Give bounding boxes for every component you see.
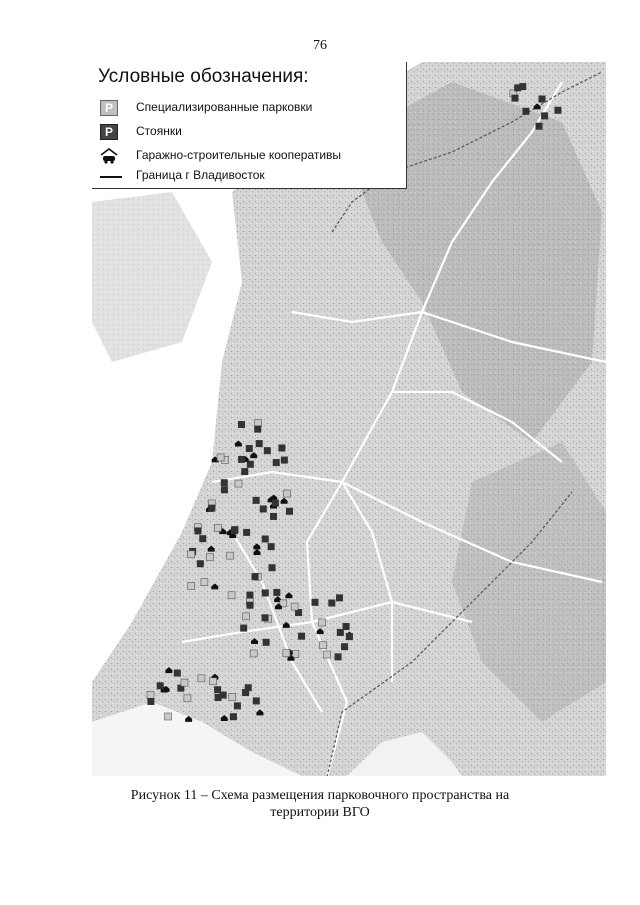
parking-lot-marker	[335, 653, 342, 660]
parking-lot-marker	[234, 702, 241, 709]
map-legend	[92, 62, 407, 189]
specialized-parking-marker	[188, 551, 195, 558]
specialized-parking-marker	[217, 454, 224, 461]
parking-lot-marker	[541, 112, 548, 119]
legend-item-garage-coop	[100, 146, 400, 166]
parking-lot-marker	[298, 633, 305, 640]
legend-item-boundary	[100, 166, 400, 186]
specialized-parking-icon: P	[100, 100, 118, 116]
specialized-parking-marker	[210, 678, 217, 685]
legend-label: Гаражно-строительные кооперативы	[136, 148, 342, 162]
specialized-parking-marker	[181, 679, 188, 686]
parking-lot-marker	[221, 479, 228, 486]
specialized-parking-marker	[184, 695, 191, 702]
parking-lot-marker	[240, 625, 247, 632]
parking-lot-marker	[268, 543, 275, 550]
parking-lot-marker	[231, 527, 238, 534]
legend-item-parking-lot	[100, 122, 400, 142]
legend-item-specialized-parking	[100, 98, 400, 118]
parking-lot-marker	[262, 589, 269, 596]
caption-line-1: Рисунок 11 – Схема размещения парковочного пространства на	[130, 788, 510, 803]
specialized-parking-marker	[201, 579, 208, 586]
parking-lot-marker	[272, 500, 279, 507]
specialized-parking-marker	[291, 603, 298, 610]
boundary-line-icon	[100, 176, 122, 178]
parking-lot-marker	[174, 670, 181, 677]
specialized-parking-marker	[228, 592, 235, 599]
specialized-parking-marker	[283, 490, 290, 497]
parking-lot-marker	[246, 445, 253, 452]
parking-lot-marker	[554, 107, 561, 114]
specialized-parking-marker	[188, 583, 195, 590]
specialized-parking-marker	[206, 553, 213, 560]
parking-lot-marker	[264, 447, 271, 454]
parking-lot-marker	[514, 84, 521, 91]
parking-lot-marker	[337, 629, 344, 636]
legend-label: Стоянки	[136, 124, 182, 138]
parking-lot-marker	[260, 505, 267, 512]
parking-lot-marker	[270, 513, 277, 520]
parking-lot-marker	[245, 684, 252, 691]
legend-title: Условные обозначения:	[98, 66, 309, 87]
legend-label: Специализированные парковки	[136, 100, 313, 114]
specialized-parking-marker	[235, 480, 242, 487]
specialized-parking-marker	[283, 650, 290, 657]
specialized-parking-marker	[292, 650, 299, 657]
parking-lot-marker	[341, 643, 348, 650]
parking-lot-marker	[536, 123, 543, 130]
specialized-parking-marker	[227, 552, 234, 559]
parking-lot-marker	[197, 560, 204, 567]
parking-lot-marker	[262, 614, 269, 621]
specialized-parking-marker	[165, 713, 172, 720]
parking-lot-marker	[273, 589, 280, 596]
parking-lot-marker	[346, 633, 353, 640]
specialized-parking-marker	[147, 691, 154, 698]
parking-lot-marker	[252, 573, 259, 580]
figure-caption	[0, 787, 640, 821]
parking-lot-marker	[246, 592, 253, 599]
parking-lot-marker	[286, 508, 293, 515]
parking-lot-marker	[269, 564, 276, 571]
parking-lot-marker	[311, 599, 318, 606]
parking-lot-marker	[278, 444, 285, 451]
garage-coop-icon	[100, 148, 118, 164]
specialized-parking-marker	[198, 675, 205, 682]
upland-area	[92, 192, 212, 362]
parking-lot-marker	[263, 639, 270, 646]
parking-lot-marker	[147, 698, 154, 705]
parking-lot-marker	[253, 497, 260, 504]
parking-lot-marker	[336, 594, 343, 601]
parking-lot-marker	[199, 535, 206, 542]
parking-lot-marker	[238, 421, 245, 428]
parking-lot-marker	[328, 599, 335, 606]
legend-label: Граница г Владивосток	[136, 168, 265, 182]
parking-lot-marker	[281, 457, 288, 464]
specialized-parking-marker	[229, 693, 236, 700]
parking-lot-marker	[220, 692, 227, 699]
parking-lot-marker	[539, 96, 546, 103]
caption-line-2: территории ВГО	[270, 805, 370, 820]
parking-lot-marker	[238, 456, 245, 463]
specialized-parking-marker	[250, 650, 257, 657]
parking-lot-marker	[511, 95, 518, 102]
parking-lot-marker	[230, 713, 237, 720]
parking-lot-marker	[262, 535, 269, 542]
parking-lot-marker	[157, 682, 164, 689]
parking-lot-marker	[246, 602, 253, 609]
parking-lot-marker	[254, 426, 261, 433]
parking-lot-marker	[253, 697, 260, 704]
specialized-parking-marker	[324, 651, 331, 658]
parking-lot-icon: P	[100, 124, 118, 140]
parking-lot-marker	[243, 529, 250, 536]
parking-lot-marker	[208, 505, 215, 512]
specialized-parking-marker	[214, 524, 221, 531]
parking-lot-marker	[194, 527, 201, 534]
parking-lot-marker	[241, 468, 248, 475]
page-number: 76	[313, 38, 327, 53]
specialized-parking-marker	[319, 619, 326, 626]
parking-lot-marker	[221, 486, 228, 493]
specialized-parking-marker	[243, 613, 250, 620]
parking-lot-marker	[256, 440, 263, 447]
specialized-parking-marker	[320, 642, 327, 649]
parking-lot-marker	[522, 108, 529, 115]
parking-lot-marker	[273, 459, 280, 466]
